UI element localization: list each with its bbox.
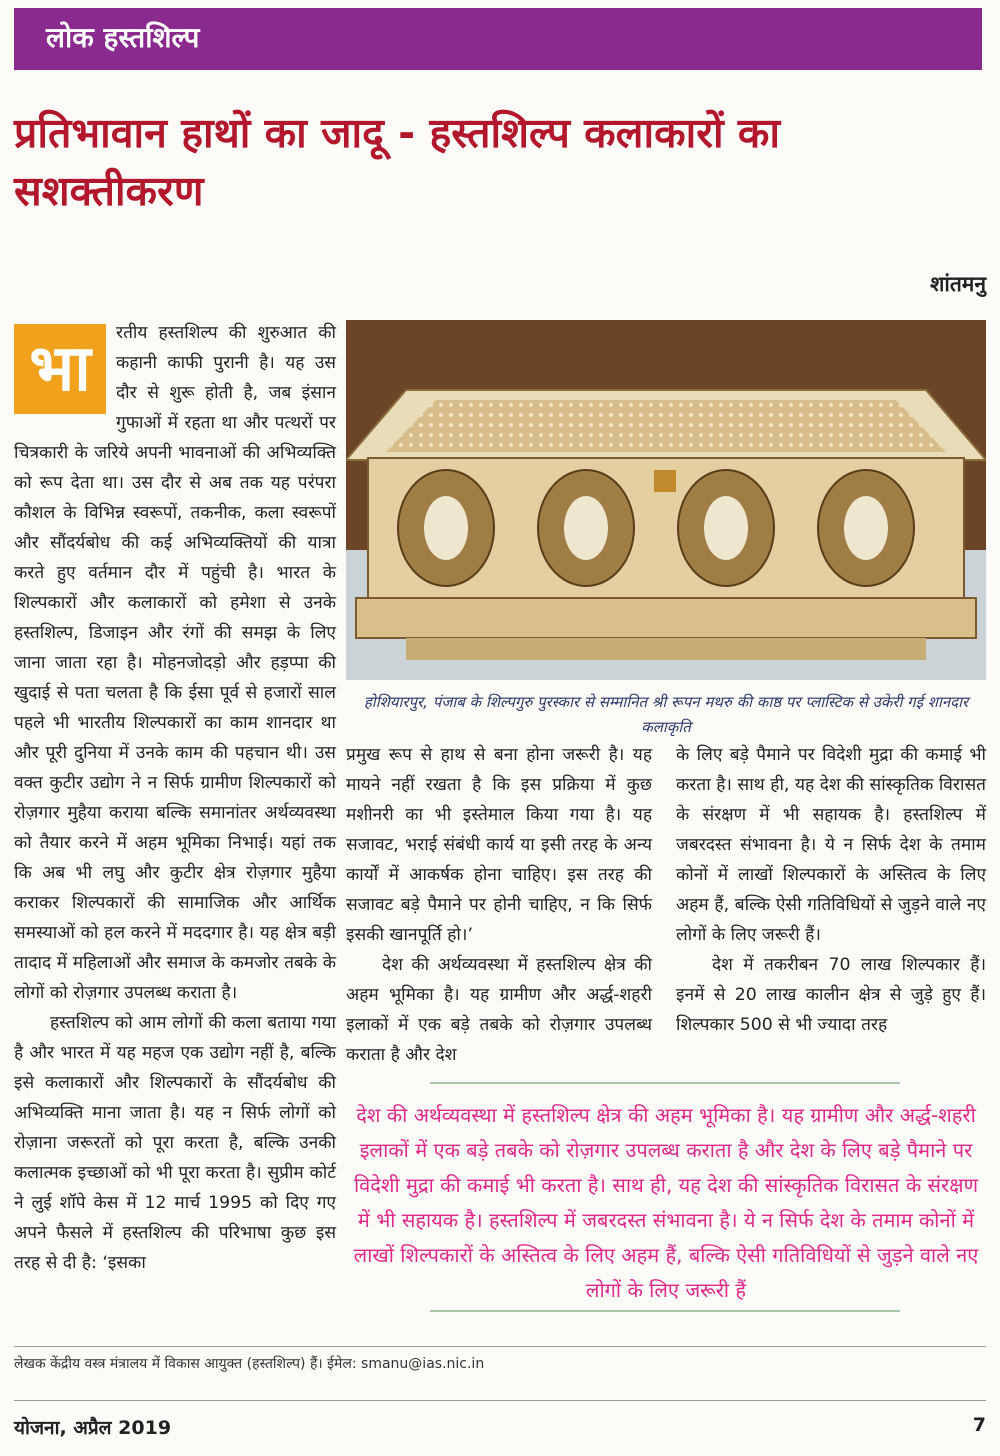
author-name: शांतमनु [930,272,986,296]
article-column-3 [676,740,986,1040]
magazine-issue: योजना, अप्रैल 2019 [14,1417,172,1439]
drop-cap: भा [14,324,106,414]
page-number: 7 [972,1414,986,1436]
handicraft-chest-photo [346,320,986,680]
paragraph: देश में तकरीबन 70 लाख शिल्पकार हैं। इनमें से 20 लाख कालीन क्षेत्र से जुड़े हुए हैं। शिल्पकार 500 से भी ज्यादा तरह [676,955,986,1035]
paragraph: देश की अर्थव्यवस्था में हस्तशिल्प क्षेत्र की अहम भूमिका है। यह ग्रामीण और अर्द्ध-शहरी इलाकों में एक बड़े तबके को रोज़गार उपलब्ध कराता है और देश [346,955,652,1065]
article-column-1 [14,318,336,1278]
paragraph: के लिए बड़े पैमाने पर विदेशी मुद्रा की कमाई भी करता है। साथ ही, यह देश की सांस्कृतिक विरासत के संरक्षण में भी सहायक है। हस्तशिल्प में जबरदस्त संभावना है। ये न सिर्फ देश के तमाम कोनों में लाखों शिल्पकारों के अस्तित्व के लिए अहम हैं, बल्कि ऐसी गतिविधियों से जुड़ने वाले नए लोगों के लिए जरूरी हैं। [676,745,986,945]
paragraph: रतीय हस्तशिल्प की शुरुआत की कहानी काफी पुरानी है। यह उस दौर से शुरू होती है, जब इंसान गुफाओं में रहता था और पत्थरों पर चित्रकारी के जरिये अपनी भावनाओं की अभिव्यक्ति को रूप देता था। उस दौर से अब तक यह परंपरा कौशल के विभिन्न स्वरूपों, तकनीक, कला स्वरूपों और सौंदर्यबोध की कई अभिव्यक्तियों की यात्रा करते हुए वर्तमान दौर में पहुंची है। भारत के शिल्पकारों और कलाकारों को हमेशा से उनके हस्तशिल्प, डिजाइन और रंगों की समझ के लिए जाना जाता रहा है। मोहनजोदड़ो और हड़प्पा की खुदाई से पता चलता है कि ईसा पूर्व से हजारों साल पहले भी भारतीय शिल्पकारों का काम शानदार था और पूरी दुनिया में उनके काम की पहचान थी। उस वक्त कुटीर उद्योग ने न सिर्फ ग्रामीण शिल्पकारों को रोज़गार मुहैया कराया बल्कि समानांतर अर्थव्यवस्था को तैयार करने में अहम भूमिका निभाई। यहां तक कि अब भी लघु और कुटीर क्षेत्र रोज़गार मुहैया कराकर शिल्पकारों की सामाजिक और आर्थिक समस्याओं को हल करने में मददगार है। यह क्षेत्र बड़ी तादाद में महिलाओं और समाज के कमजोर तबके के लोगों को रोज़गार उपलब्ध कराता है। [14,323,336,1003]
footer-rule [14,1400,986,1401]
paragraph: हस्तशिल्प को आम लोगों की कला बताया गया है और भारत में यह महज एक उद्योग नहीं है, बल्कि इसे कलाकारों और शिल्पकारों के सौंदर्यबोध की अभिव्यक्ति माना जाता है। यह न सिर्फ लोगों को रोज़ाना जरूरतों को पूरा करता है, बल्कि उनकी कलात्मक इच्छाओं को भी पूरा करता है। सुप्रीम कोर्ट ने लुई शॉपे केस में 12 मार्च 1995 को दिए गए अपने फैसले में हस्तशिल्प की परिभाषा कुछ इस तरह से दी है: ‘इसका [14,1013,336,1273]
paragraph: प्रमुख रूप से हाथ से बना होना जरूरी है। यह मायने नहीं रखता है कि इस प्रक्रिया में कुछ मशीनरी का भी इस्तेमाल किया गया है। यह सजावट, भराई संबंधी कार्य या इसी तरह के अन्य कार्यों में आकर्षक होना चाहिए। इस तरह की सजावट बड़े पैमाने पर होनी चाहिए, न कि सिर्फ इसकी खानपूर्ति हो।’ [346,745,652,945]
article-title: प्रतिभावान हाथों का जादू - हस्तशिल्प कलाकारों का सशक्तीकरण [14,109,780,215]
author-footnote: लेखक केंद्रीय वस्त्र मंत्रालय में विकास आयुक्त (हस्तशिल्प) हैं। ईमेल: smanu@ias.nic.in [14,1346,986,1375]
photo-caption: होशियारपुर, पंजाब के शिल्पगुरु पुरस्कार से सम्मानित श्री रूपन मथरु की काष्ठ पर प्लास्टिक से उकेरी गई शानदार कलाकृति [363,693,969,736]
article-column-2 [346,740,652,1070]
pullquote-bottom-rule [430,1310,900,1312]
pullquote-top-rule [430,1082,900,1084]
pull-quote: देश की अर्थव्यवस्था में हस्तशिल्प क्षेत्र की अहम भूमिका है। यह ग्रामीण और अर्द्ध-शहरी इलाकों में एक बड़े तबके को रोज़गार उपलब्ध कराता है और देश के लिए बड़े पैमाने पर विदेशी मुद्रा की कमाई भी करता है। साथ ही, यह देश की सांस्कृतिक विरासत के संरक्षण में भी सहायक है। हस्तशिल्प में जबरदस्त संभावना है। ये न सिर्फ देश के तमाम कोनों में लाखों शिल्पकारों के अस्तित्व के लिए अहम हैं, बल्कि ऐसी गतिविधियों से जुड़ने वाले नए लोगों के लिए जरूरी हैं [353,1103,979,1302]
section-label: लोक हस्तशिल्प [46,21,200,54]
chest-illustration [346,320,986,680]
